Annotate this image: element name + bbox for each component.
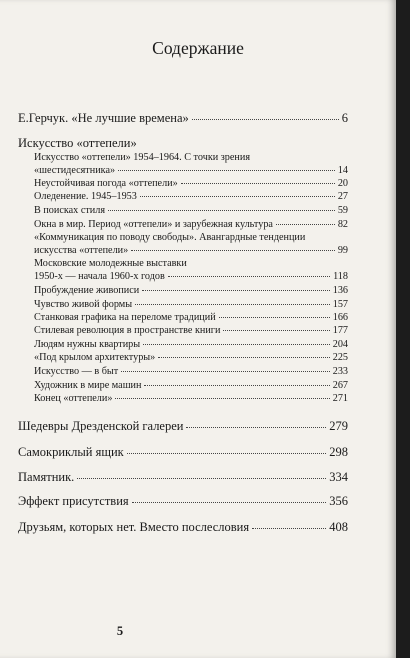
toc-entry-page: 279 (329, 419, 348, 433)
toc-entry-page: 298 (329, 445, 348, 459)
toc-entry-title: Шедевры Дрезденской галереи (18, 419, 184, 433)
toc-entry-page: 356 (329, 494, 348, 508)
dot-leader (127, 453, 327, 454)
toc-subentry (34, 285, 348, 296)
dot-leader (168, 276, 330, 277)
toc-entry-page: 177 (332, 325, 348, 336)
toc-entry-page: 233 (332, 366, 348, 377)
toc-entry-title: «шестидесятника» (34, 165, 116, 176)
toc-subentry (34, 393, 348, 404)
toc-entry-page: 157 (332, 299, 348, 310)
dot-leader (131, 250, 335, 251)
toc-entry-title: Неустойчивая погода «оттепели» (34, 178, 178, 189)
toc-entry-title: «Под крылом архитектуры» (34, 352, 156, 363)
toc-entry-page: 118 (333, 271, 348, 282)
dot-leader (223, 330, 329, 331)
toc-subentry (34, 366, 348, 377)
toc-entry (18, 445, 348, 460)
dot-leader (115, 398, 329, 399)
dot-leader (192, 119, 339, 120)
toc-entry-title: искусства «оттепели» (34, 245, 129, 256)
toc-entry-title: Самокриклый ящик (18, 445, 124, 459)
toc-subentry (34, 352, 348, 363)
toc-entry-title: Оледенение. 1945–1953 (34, 191, 137, 202)
dot-leader (118, 170, 335, 171)
toc-entry-title: 1950-х — начала 1960-х годов (34, 271, 165, 282)
toc-subentry (34, 325, 348, 336)
toc-subentry (34, 312, 348, 323)
section-heading: Искусство «оттепели» (18, 136, 137, 150)
dot-leader (108, 210, 335, 211)
toc-subentry (34, 380, 348, 391)
dot-leader (132, 502, 327, 503)
toc-entry-title: Е.Герчук. «Не лучшие времена» (18, 111, 189, 125)
toc-entry-title: Конец «оттепели» (34, 393, 113, 404)
toc-entry-page: 136 (332, 285, 348, 296)
toc-entry-page: 166 (332, 312, 348, 323)
toc-entry-page: 99 (337, 245, 348, 256)
toc-subentry (34, 205, 348, 216)
dot-leader (143, 344, 330, 345)
toc-subentry-line: Московские молодежные выставки (34, 258, 187, 269)
toc-entry-page: 225 (332, 352, 348, 363)
dot-leader (219, 317, 330, 318)
toc-subentry (34, 339, 348, 350)
toc-entry-title: Стилевая революция в пространстве книги (34, 325, 221, 336)
toc-subentry (34, 245, 348, 256)
toc-entry-title: Станковая графика на переломе традиций (34, 312, 216, 323)
toc-entry-title: Искусство — в быт (34, 366, 119, 377)
toc-entry (18, 470, 348, 485)
toc-entry-page: 334 (329, 470, 348, 484)
toc-entry-title: Окна в мир. Период «оттепели» и зарубежная культура (34, 219, 273, 230)
toc-entry-title: Друзьям, которых нет. Вместо послесловия (18, 520, 250, 534)
dot-leader (135, 304, 330, 305)
toc-entry-page: 271 (332, 393, 348, 404)
dot-leader (144, 385, 329, 386)
toc-subentry-line: «Коммуникация по поводу свободы». Авангардные тенденции (34, 232, 306, 243)
toc-entry-intro (18, 111, 348, 126)
toc-entry-page: 408 (329, 520, 348, 534)
toc-entry-page: 6 (341, 111, 348, 125)
toc-entry-title: Памятник. (18, 470, 75, 484)
toc-subentry (34, 299, 348, 310)
toc-subentry (34, 178, 348, 189)
toc-entry (18, 494, 348, 509)
dot-leader (140, 196, 335, 197)
toc-entry (18, 520, 348, 535)
dot-leader (186, 427, 326, 428)
toc-entry-page: 59 (337, 205, 348, 216)
page-number: 5 (116, 624, 124, 638)
dot-leader (121, 371, 329, 372)
toc-entry-page: 204 (332, 339, 348, 350)
toc-entry-title: Пробуждение живописи (34, 285, 140, 296)
toc-subentry (34, 165, 348, 176)
dot-leader (276, 224, 335, 225)
dot-leader (142, 290, 330, 291)
toc-subentry-line: Искусство «оттепели» 1954–1964. С точки зрения (34, 152, 251, 163)
toc-entry-page: 14 (337, 165, 348, 176)
toc-entry-title: Чувство живой формы (34, 299, 133, 310)
toc-entry-page: 27 (337, 191, 348, 202)
toc-subentry (34, 191, 348, 202)
toc-entry-page: 20 (337, 178, 348, 189)
dot-leader (252, 528, 326, 529)
dot-leader (181, 183, 335, 184)
toc-entry (18, 419, 348, 434)
toc-subentry (34, 271, 348, 282)
dot-leader (158, 357, 329, 358)
toc-subentry (34, 219, 348, 230)
toc-entry-title: Эффект присутствия (18, 494, 129, 508)
toc-entry-title: Людям нужны квартиры (34, 339, 141, 350)
toc-entry-title: Художник в мире машин (34, 380, 142, 391)
page-title: Содержание (152, 38, 244, 58)
toc-entry-page: 267 (332, 380, 348, 391)
dot-leader (77, 478, 326, 479)
toc-entry-page: 82 (337, 219, 348, 230)
toc-entry-title: В поисках стиля (34, 205, 106, 216)
